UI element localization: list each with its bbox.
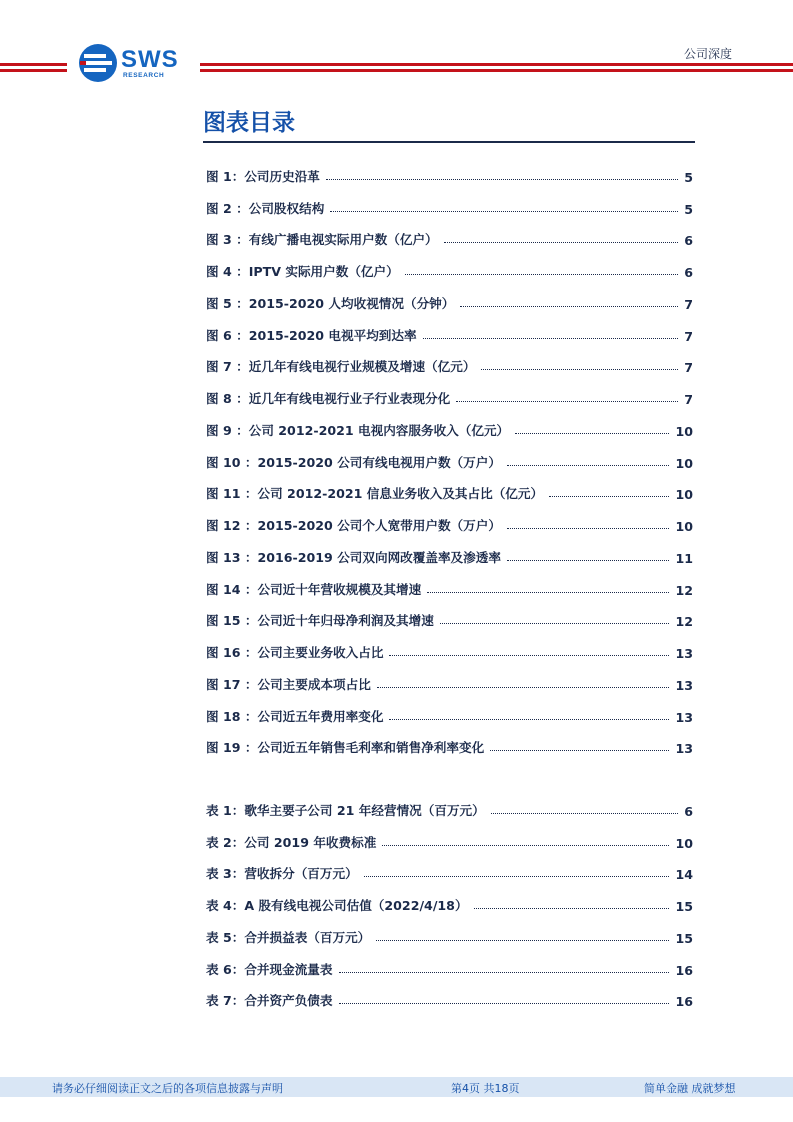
dot-leader: [364, 876, 670, 877]
table-entry-label: 表 5：合并损益表（百万元）: [206, 929, 371, 945]
figure-entry[interactable]: [206, 439, 693, 471]
table-entry[interactable]: [206, 819, 693, 851]
table-entry-page: 10: [675, 835, 693, 851]
figure-entry-page: 5: [684, 169, 693, 185]
dot-leader: [491, 813, 679, 814]
figure-entry-page: 10: [675, 455, 693, 471]
figure-entry[interactable]: [206, 375, 693, 407]
figure-entry-label: 图 3 ：有线广播电视实际用户数（亿户）: [206, 232, 438, 248]
figure-entry-page: 10: [675, 423, 693, 439]
table-entry-label: 表 1：歌华主要子公司 21 年经营情况（百万元）: [206, 802, 485, 818]
logo-text: SWS: [121, 46, 179, 73]
figure-entry-page: 13: [675, 677, 693, 693]
figure-entry[interactable]: [206, 471, 693, 503]
figure-entry[interactable]: [206, 566, 693, 598]
figure-entry[interactable]: [206, 248, 693, 280]
table-entry-label: 表 6：合并现金流量表: [206, 961, 333, 977]
figure-entry-label: 图 1：公司历史沿革: [206, 168, 320, 184]
figure-entry-label: 图 12 ：2015-2020 公司个人宽带用户数（万户）: [206, 518, 501, 533]
table-entry-label: 表 2：公司 2019 年收费标准: [206, 834, 377, 850]
dot-leader: [339, 972, 670, 973]
dot-leader: [490, 750, 669, 751]
header-rule-right-2: [200, 69, 793, 72]
dot-leader: [444, 242, 679, 243]
footer-slogan: 简单金融 成就梦想: [644, 1082, 736, 1095]
table-entry-page: 15: [675, 899, 693, 914]
figure-entry-page: 7: [684, 392, 693, 407]
figure-entry-page: 6: [684, 265, 693, 280]
figure-entry-page: 12: [675, 614, 693, 630]
figure-entry[interactable]: [206, 407, 693, 439]
logo-subtext: RESEARCH: [123, 72, 165, 79]
dot-leader: [377, 687, 670, 688]
figure-entry-label: 图 9 ：公司 2012-2021 电视内容服务收入（亿元）: [206, 422, 510, 438]
header-rule-right: [200, 63, 793, 66]
dot-leader: [507, 528, 670, 529]
dot-leader: [507, 465, 670, 466]
table-entry-page: 16: [675, 994, 693, 1010]
dot-leader: [339, 1003, 670, 1004]
dot-leader: [423, 338, 679, 339]
figure-entry-page: 10: [675, 519, 693, 534]
table-entry[interactable]: [206, 787, 693, 819]
page-title: 图表目录: [203, 110, 295, 136]
figure-entry-label: 图 18 ：公司近五年费用率变化: [206, 708, 384, 724]
figure-entry-page: 13: [675, 741, 693, 757]
document-type: 公司深度: [683, 47, 732, 61]
figure-entry-label: 图 19 ：公司近五年销售毛利率和销售净利率变化: [206, 740, 485, 756]
dot-leader: [427, 592, 669, 593]
figure-entry-page: 7: [684, 328, 693, 344]
table-entry[interactable]: [206, 914, 693, 946]
figure-entry[interactable]: [206, 629, 693, 661]
figure-entry[interactable]: [206, 725, 693, 757]
figure-entry[interactable]: [206, 502, 693, 534]
figure-entry-label: 图 10 ：2015-2020 公司有线电视用户数（万户）: [206, 454, 501, 470]
table-entry[interactable]: [206, 946, 693, 978]
figure-entry-label: 图 7 ：近几年有线电视行业规模及增速（亿元）: [206, 359, 476, 375]
dot-leader: [326, 179, 678, 180]
figure-entry[interactable]: [206, 280, 693, 312]
table-entry-label: 表 4：A 股有线电视公司估值（2022/4/18）: [206, 898, 468, 913]
figure-entry[interactable]: [206, 217, 693, 249]
figure-entry-label: 图 4 ：IPTV 实际用户数（亿户）: [206, 264, 399, 279]
table-entry[interactable]: [206, 851, 693, 883]
figure-entry-label: 图 2 ：公司股权结构: [206, 200, 325, 216]
figure-entry-page: 11: [675, 550, 693, 566]
title-divider: [203, 141, 695, 143]
figure-entry[interactable]: [206, 534, 693, 566]
table-entry-page: 14: [675, 867, 693, 883]
figure-entry[interactable]: [206, 344, 693, 376]
figure-entry-page: 13: [675, 646, 693, 661]
table-entry-page: 15: [675, 930, 693, 946]
table-list: [206, 787, 693, 1009]
header-rule-left-2: [0, 69, 67, 72]
table-entry-page: 6: [684, 803, 693, 819]
dot-leader: [515, 433, 669, 434]
figure-entry-label: 图 16 ：公司主要业务收入占比: [206, 645, 384, 660]
figure-entry-page: 10: [675, 487, 693, 503]
table-entry[interactable]: [206, 978, 693, 1010]
figure-entry-label: 图 15 ：公司近十年归母净利润及其增速: [206, 613, 434, 629]
dot-leader: [481, 369, 678, 370]
table-entry-label: 表 3：营收拆分（百万元）: [206, 866, 358, 882]
dot-leader: [405, 274, 679, 275]
figure-entry[interactable]: [206, 693, 693, 725]
footer-disclaimer: 请务必仔细阅读正文之后的各项信息披露与声明: [52, 1082, 283, 1095]
figure-entry-label: 图 17 ：公司主要成本项占比: [206, 676, 371, 692]
figure-entry[interactable]: [206, 185, 693, 217]
figure-entry-page: 7: [684, 360, 693, 376]
dot-leader: [376, 940, 669, 941]
figure-entry[interactable]: [206, 312, 693, 344]
table-entry[interactable]: [206, 882, 693, 914]
figure-entry-page: 12: [675, 582, 693, 598]
dot-leader: [474, 908, 670, 909]
table-entry-label: 表 7：合并资产负债表: [206, 993, 333, 1009]
dot-leader: [330, 211, 678, 212]
header-rule-left: [0, 63, 67, 66]
figure-entry-page: 13: [675, 709, 693, 725]
figure-entry-label: 图 13 ：2016-2019 公司双向网改覆盖率及渗透率: [206, 549, 501, 565]
dot-leader: [507, 560, 670, 561]
footer-page-info: 第4页 共18页: [451, 1082, 520, 1095]
dot-leader: [389, 655, 669, 656]
figure-list: [206, 153, 693, 756]
figure-entry-label: 图 8 ：近几年有线电视行业子行业表现分化: [206, 391, 451, 406]
figure-entry[interactable]: [206, 598, 693, 630]
dot-leader: [389, 719, 669, 720]
figure-entry-label: 图 5 ：2015-2020 人均收视情况（分钟）: [206, 295, 455, 311]
figure-entry-label: 图 11 ：公司 2012-2021 信息业务收入及其占比（亿元）: [206, 486, 544, 502]
figure-entry-label: 图 14 ：公司近十年营收规模及其增速: [206, 581, 422, 597]
figure-entry-label: 图 6 ：2015-2020 电视平均到达率: [206, 327, 417, 343]
dot-leader: [549, 496, 669, 497]
dot-leader: [382, 845, 669, 846]
table-entry-page: 16: [675, 962, 693, 978]
figure-entry[interactable]: [206, 153, 693, 185]
dot-leader: [460, 306, 678, 307]
figure-entry[interactable]: [206, 661, 693, 693]
figure-entry-page: 6: [684, 233, 693, 249]
figure-entry-page: 7: [684, 296, 693, 312]
dot-leader: [440, 623, 670, 624]
dot-leader: [456, 401, 678, 402]
figure-entry-page: 5: [684, 201, 693, 217]
